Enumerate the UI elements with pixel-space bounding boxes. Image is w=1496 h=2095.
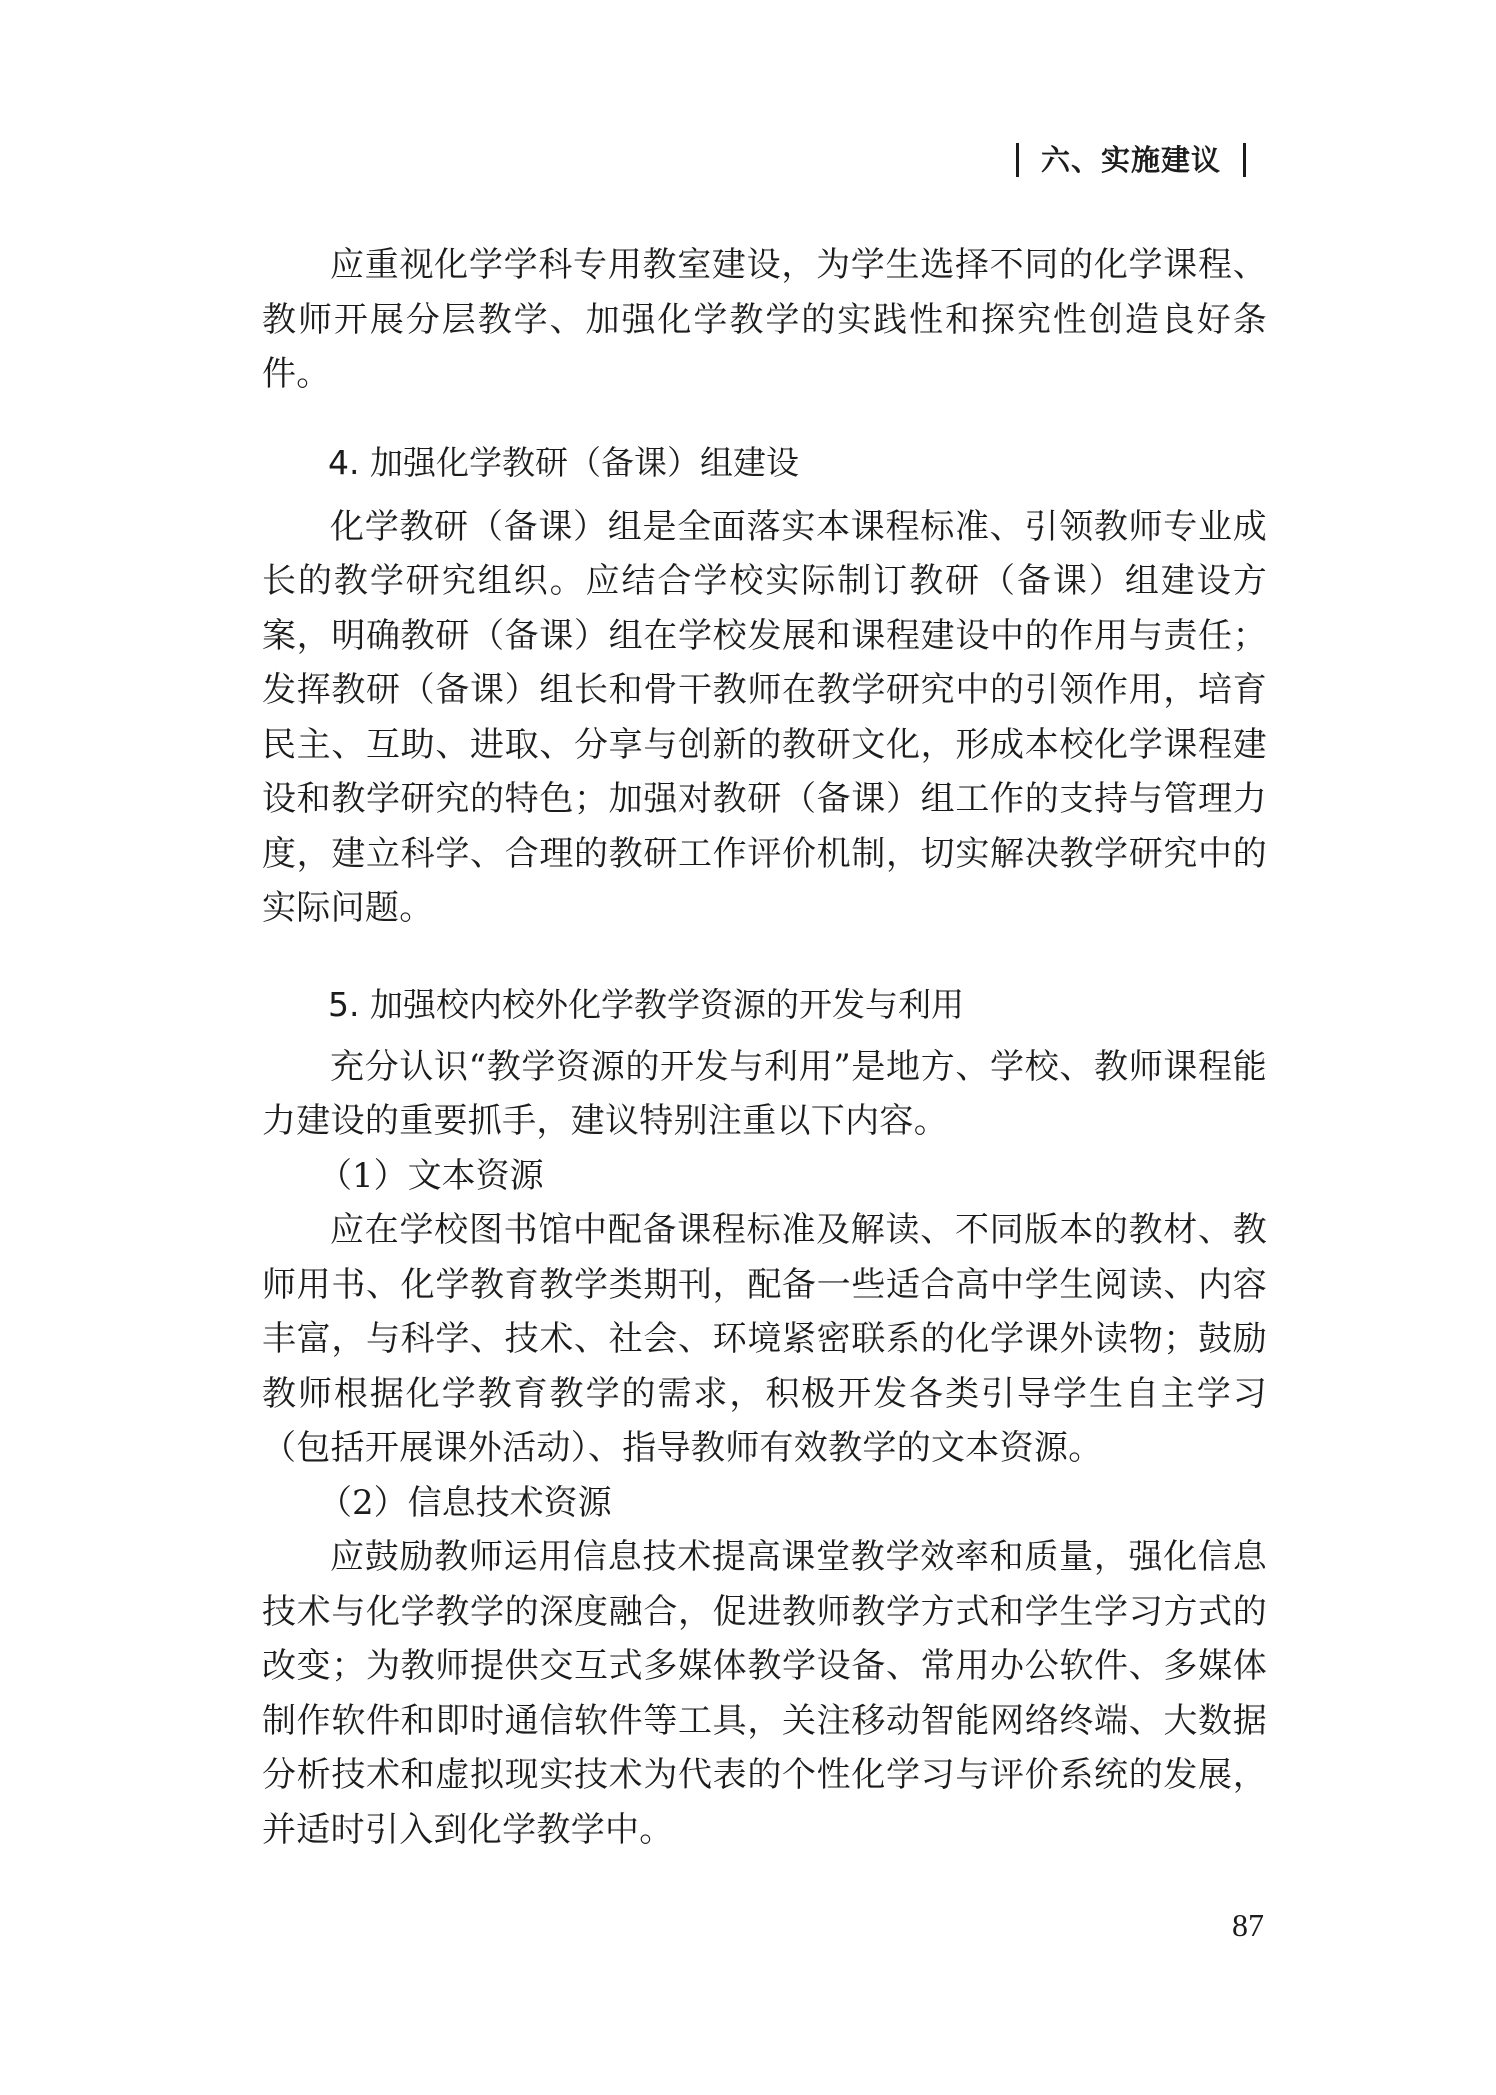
header-left-rule <box>1016 143 1019 177</box>
subheading-it-resources: （2）信息技术资源 <box>318 1482 612 1523</box>
section-5-paragraph: 充分认识“教学资源的开发与利用”是地方、学校、教师课程能力建设的重要抓手，建议特别注重以下内容。 <box>262 1046 1267 1141</box>
subheading-text-resources: （1）文本资源 <box>318 1155 544 1196</box>
section-heading-5: 5. 加强校内校外化学教学资源的开发与利用 <box>328 984 964 1024</box>
header-right-rule <box>1243 143 1246 177</box>
intro-paragraph: 应重视化学学科专用教室建设，为学生选择不同的化学课程、教师开展分层教学、加强化学教学的实践性和探究性创造良好条件。 <box>262 245 1267 394</box>
section-4-paragraph: 化学教研（备课）组是全面落实本课程标准、引领教师专业成长的教学研究组织。应结合学校实际制订教研（备课）组建设方案，明确教研（备课）组在学校发展和课程建设中的作用与责任；发挥教研（备课）组长和骨干教师在教学研究中的引领作用，培育民主、互助、进取、分享与创新的教研文化，形成本校化学课程建设和教学研究的特色；加强对教研（备课）组工作的支持与管理力度，建立科学、合理的教研工作评价机制，切实解决教学研究中的实际问题。 <box>262 506 1267 928</box>
page-number: 87 <box>1232 1907 1264 1943</box>
it-resources-paragraph: 应鼓励教师运用信息技术提高课堂教学效率和质量，强化信息技术与化学教学的深度融合，促进教师教学方式和学生学习方式的改变；为教师提供交互式多媒体教学设备、常用办公软件、多媒体制作软件和即时通信软件等工具，关注移动智能网络终端、大数据分析技术和虚拟现实技术为代表的个性化学习与评价系统的发展，并适时引入到化学教学中。 <box>262 1537 1267 1850</box>
running-header <box>994 140 1268 180</box>
text-resources-paragraph: 应在学校图书馆中配备课程标准及解读、不同版本的教材、教师用书、化学教育教学类期刊，配备一些适合高中学生阅读、内容丰富，与科学、技术、社会、环境紧密联系的化学课外读物；鼓励教师根据化学教育教学的需求，积极开发各类引导学生自主学习（包括开展课外活动）、指导教师有效教学的文本资源。 <box>262 1210 1267 1468</box>
section-heading-4: 4. 加强化学教研（备课）组建设 <box>328 442 799 482</box>
body-content <box>262 238 1267 1857</box>
section-title: 六、实施建议 <box>1040 143 1221 177</box>
